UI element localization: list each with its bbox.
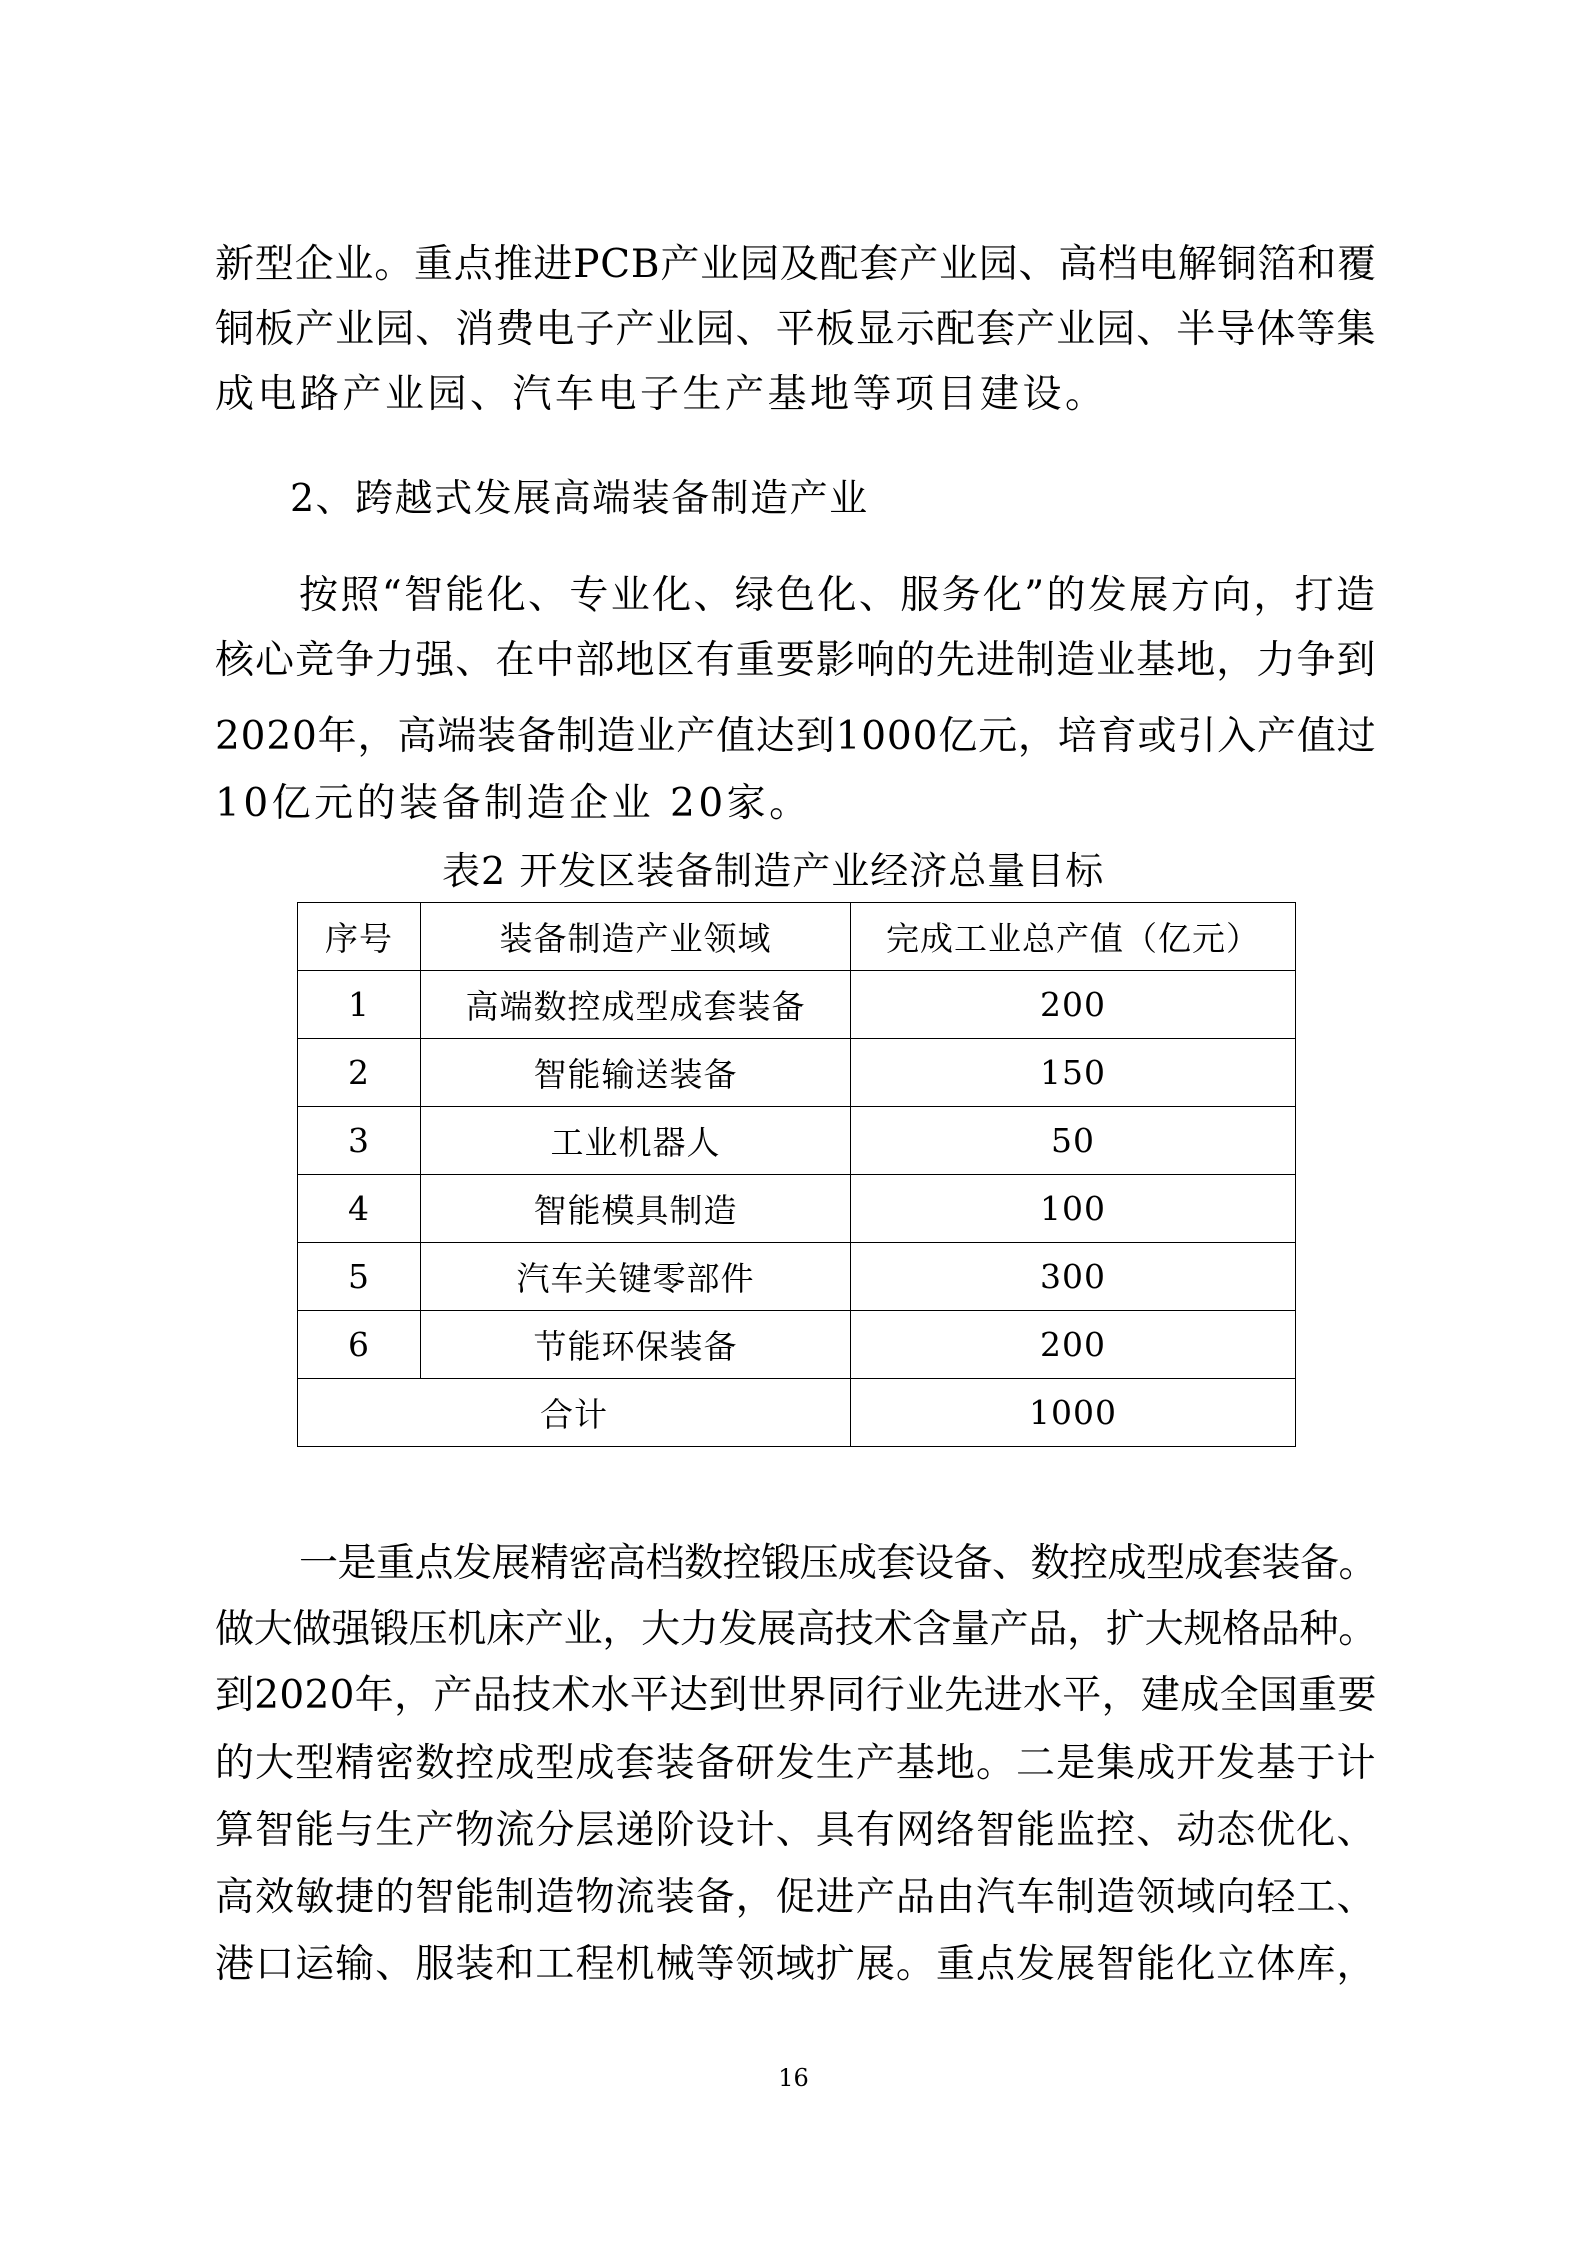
row-field: 节能环保装备 <box>421 1311 851 1379</box>
table-row <box>298 1107 1296 1175</box>
row-value: 150 <box>851 1039 1296 1107</box>
row-field: 高端数控成型成套装备 <box>421 971 851 1039</box>
table-header-row <box>298 903 1296 971</box>
table-row <box>298 1243 1296 1311</box>
row-number: 6 <box>298 1311 421 1379</box>
column-header-value: 完成工业总产值（亿元） <box>851 903 1296 971</box>
body-text-line: 到2020年，产品技术水平达到世界同行业先进水平，建成全国重要 <box>215 1673 1377 1718</box>
table-caption: 表2 开发区装备制造产业经济总量目标 <box>442 849 1105 893</box>
row-field: 汽车关键零部件 <box>421 1243 851 1311</box>
body-text-line: 高效敏捷的智能制造物流装备，促进产品由汽车制造领域向轻工、 <box>215 1875 1377 1920</box>
total-value: 1000 <box>851 1379 1296 1447</box>
row-field: 智能模具制造 <box>421 1175 851 1243</box>
table-row <box>298 1311 1296 1379</box>
table-row <box>298 1175 1296 1243</box>
table-row <box>298 1039 1296 1107</box>
body-text-line: 新型企业。重点推进PCB产业园及配套产业园、高档电解铜箔和覆 <box>215 242 1377 287</box>
column-header-no: 序号 <box>298 903 421 971</box>
body-text-line: 铜板产业园、消费电子产业园、平板显示配套产业园、半导体等集 <box>215 307 1377 352</box>
body-text-line: 10亿元的装备制造企业 20家。 <box>215 781 812 826</box>
column-header-field: 装备制造产业领域 <box>421 903 851 971</box>
section-heading: 2、跨越式发展高端装备制造产业 <box>290 476 869 520</box>
row-field: 工业机器人 <box>421 1107 851 1175</box>
body-text-line: 2020年，高端装备制造业产值达到1000亿元，培育或引入产值过 <box>215 714 1377 759</box>
row-number: 5 <box>298 1243 421 1311</box>
body-text-line: 的大型精密数控成型成套装备研发生产基地。二是集成开发基于计 <box>215 1741 1377 1786</box>
row-field: 智能输送装备 <box>421 1039 851 1107</box>
total-label: 合计 <box>298 1379 851 1447</box>
industry-target-table <box>297 902 1296 1447</box>
body-text-line: 做大做强锻压机床产业，大力发展高技术含量产品，扩大规格品种。 <box>215 1607 1378 1652</box>
body-text-line: 算智能与生产物流分层递阶设计、具有网络智能监控、动态优化、 <box>215 1808 1377 1853</box>
row-value: 300 <box>851 1243 1296 1311</box>
body-text-line: 核心竞争力强、在中部地区有重要影响的先进制造业基地，力争到 <box>215 638 1377 683</box>
table-total-row <box>298 1379 1296 1447</box>
row-number: 3 <box>298 1107 421 1175</box>
row-number: 2 <box>298 1039 421 1107</box>
body-text-line: 成电路产业园、汽车电子生产基地等项目建设。 <box>215 372 1108 417</box>
body-text-line: 按照“智能化、专业化、绿色化、服务化”的发展方向，打造 <box>299 573 1378 618</box>
body-text-line: 一是重点发展精密高档数控锻压成套设备、数控成型成套装备。 <box>299 1541 1378 1586</box>
body-text-line: 港口运输、服装和工程机械等领域扩展。重点发展智能化立体库， <box>215 1942 1377 1987</box>
table-row <box>298 971 1296 1039</box>
row-value: 200 <box>851 971 1296 1039</box>
page-number: 16 <box>778 2064 809 2092</box>
row-value: 50 <box>851 1107 1296 1175</box>
row-value: 200 <box>851 1311 1296 1379</box>
row-number: 1 <box>298 971 421 1039</box>
row-value: 100 <box>851 1175 1296 1243</box>
row-number: 4 <box>298 1175 421 1243</box>
